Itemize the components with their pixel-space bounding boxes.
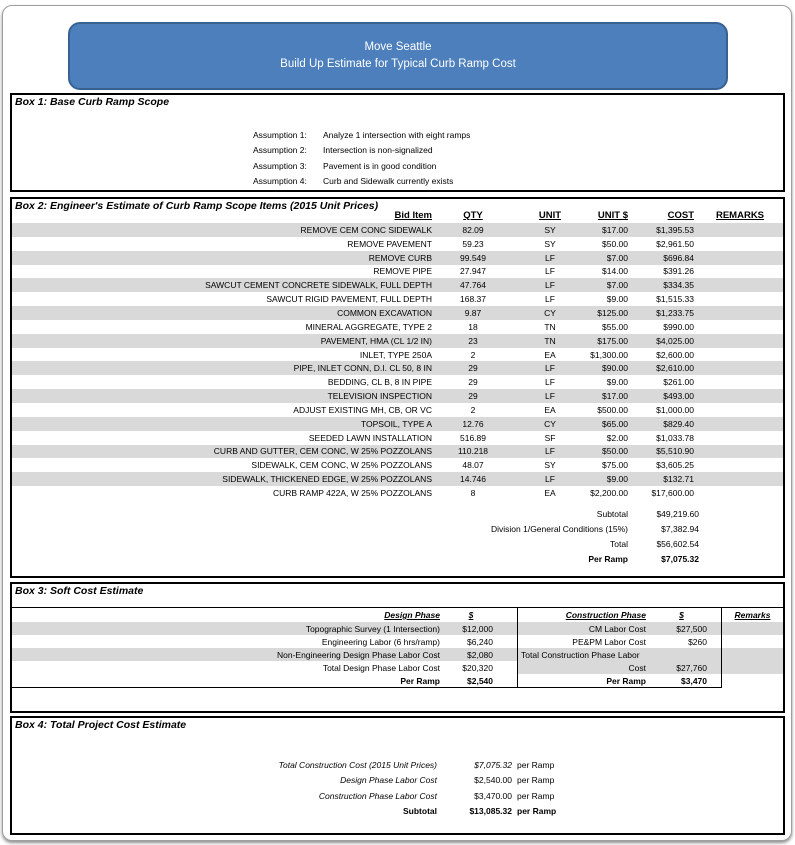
bid-item-unit: LF [545,280,555,291]
bid-item-unit-price: $500.00 [597,404,628,415]
bid-item-cost: $4,025.00 [656,335,694,346]
bid-item-qty: 8 [470,487,476,498]
header-remarks: REMARKS [715,209,765,221]
box3-rows [12,622,783,687]
summary-row [12,522,783,537]
soft-cost-bottom-border [12,687,722,688]
bid-item-cost: $1,033.78 [656,432,694,443]
box3-title: Box 3: Soft Cost Estimate [15,585,144,597]
summary-row [12,552,783,567]
bid-item-name: MINERAL AGGREGATE, TYPE 2 [305,321,432,332]
header-construction-phase: Construction Phase [565,610,646,620]
bid-item-row [12,431,783,445]
bid-item-qty: 516.89 [460,432,486,443]
bid-item-cost: $1,000.00 [656,404,694,415]
bid-item-name: SIDEWALK, CEM CONC, W 25% POZZOLANS [251,460,432,471]
box2-summary [12,507,783,567]
bid-item-row [12,320,783,334]
bid-item-row [12,334,783,348]
construction-value: $3,470 [652,674,722,687]
assumption-text: Intersection is non-signalized [323,145,433,156]
title-line-1: Move Seattle [364,41,432,53]
bid-item-qty: 48.07 [462,460,484,471]
soft-cost-row [12,674,783,687]
header-soft-remarks: Remarks [734,610,771,620]
bid-item-unit-price: $7.00 [606,280,628,291]
bid-item-cost: $17,600.00 [651,487,694,498]
bid-item-name: TELEVISION INSPECTION [327,391,432,402]
bid-item-unit: EA [544,487,556,498]
bid-item-cost: $261.00 [663,377,694,388]
title-line-2: Build Up Estimate for Typical Curb Ramp Cost [280,58,516,70]
bid-item-qty: 82.09 [462,224,484,235]
header-unit-price: UNIT $ [597,209,628,221]
total-cost-row [12,804,783,820]
bid-item-name: PIPE, INLET CONN, D.I. CL 50, 8 IN [293,363,432,374]
summary-value: $7,075.32 [661,554,699,565]
construction-label: Cost [517,661,652,674]
header-bid-item: Bid Item [394,209,432,221]
bid-item-cost: $829.40 [663,418,694,429]
document-title-banner [68,22,728,90]
construction-label: PE&PM Labor Cost [517,635,652,648]
bid-item-qty: 18 [468,321,478,332]
bid-item-unit: CY [544,307,556,318]
summary-value: $56,602.54 [656,539,699,550]
bid-item-row [12,403,783,417]
row-spacer [497,622,517,635]
bid-item-cost: $1,233.75 [656,307,694,318]
header-design-phase: Design Phase [384,610,440,620]
construction-value: $260 [652,635,722,648]
design-value: $12,000 [445,622,497,635]
total-cost-label: Total Construction Cost (2015 Unit Prices) [278,759,437,770]
bid-item-name: CURB AND GUTTER, CEM CONC, W 25% POZZOLANS [213,446,432,457]
assumption-label: Assumption 4: [253,176,307,187]
bid-item-qty: 59.23 [462,238,484,249]
bid-item-unit-price: $50.00 [602,446,628,457]
bid-item-qty: 14.746 [460,474,486,485]
design-value: $20,320 [462,662,493,673]
bid-item-name: INLET, TYPE 250A [359,349,432,360]
bid-item-row [12,306,783,320]
bid-item-cost: $696.84 [663,252,694,263]
total-cost-rows [12,757,783,819]
bid-item-cost: $2,961.50 [656,238,694,249]
bid-item-cost: $990.00 [663,321,694,332]
header-design-dollar: $ [468,610,474,620]
bid-item-unit: SY [544,224,556,235]
bid-item-unit: EA [544,349,556,360]
bid-item-qty: 110.218 [457,446,489,457]
bid-item-unit-price: $175.00 [597,335,628,346]
bid-item-qty: 29 [468,363,478,374]
bid-item-unit: LF [545,377,555,388]
bid-item-qty: 23 [468,335,478,346]
bid-item-unit-price: $7.00 [606,252,628,263]
bid-item-qty: 12.76 [462,418,484,429]
bid-item-row [12,389,783,403]
assumption-line [253,158,470,174]
bid-item-unit-price: $55.00 [602,321,628,332]
construction-label: Per Ramp [517,674,652,687]
total-cost-row [12,773,783,789]
bid-item-unit: EA [544,404,556,415]
bid-item-row [12,292,783,306]
bid-item-unit-price: $125.00 [597,307,628,318]
bid-item-name: SAWCUT RIGID PAVEMENT, FULL DEPTH [266,294,432,305]
total-cost-suffix: per Ramp [517,775,555,786]
bid-item-name: COMMON EXCAVATION [337,307,432,318]
bid-item-cost: $5,510.90 [656,446,694,457]
bid-item-qty: 2 [470,404,476,415]
assumptions-list [253,127,470,189]
bid-item-unit-price: $65.00 [602,418,628,429]
construction-label: CM Labor Cost [517,622,652,635]
soft-cost-remarks [722,635,783,648]
bid-item-row [12,361,783,375]
soft-cost-header-row [12,608,783,622]
bid-item-name: REMOVE CURB [368,252,432,263]
bid-item-name: REMOVE CEM CONC SIDEWALK [300,224,432,235]
bid-item-qty: 29 [468,391,478,402]
assumption-line [253,143,470,159]
bid-item-name: ADJUST EXISTING MH, CB, OR VC [293,404,432,415]
design-label: Engineering Labor (6 hrs/ramp) [321,636,440,647]
bid-item-name: TOPSOIL, TYPE A [360,418,432,429]
bid-item-qty: 99.549 [460,252,486,263]
total-cost-suffix: per Ramp [517,790,555,801]
total-cost-value: $13,085.32 [469,806,512,817]
bid-item-row [12,278,783,292]
row-spacer [497,648,517,661]
box4-total-project-cost [10,716,785,835]
bid-item-row [12,375,783,389]
bid-item-qty: 47.764 [460,280,486,291]
design-label: Per Ramp [400,675,440,686]
box1-title: Box 1: Base Curb Ramp Scope [15,96,170,108]
summary-label: Total [610,539,628,550]
bid-item-unit-price: $75.00 [602,460,628,471]
bid-item-cost: $1,515.33 [656,294,694,305]
bid-item-name: CURB RAMP 422A, W 25% POZZOLANS [272,487,432,498]
total-cost-row [12,757,783,773]
header-unit: UNIT [538,209,562,221]
construction-value: $27,500 [652,622,722,635]
bid-item-unit-price: $50.00 [602,238,628,249]
bid-item-row [12,486,783,500]
bid-items-table [12,207,783,567]
assumption-text: Curb and Sidewalk currently exists [323,176,454,187]
box2-title: Box 2: Engineer's Estimate of Curb Ramp Scope Items (2015 Unit Prices) [15,200,379,212]
bid-item-name: PAVEMENT, HMA (CL 1/2 IN) [320,335,432,346]
bid-item-unit: TN [544,321,556,332]
bid-item-row [12,417,783,431]
bid-item-unit: LF [545,474,555,485]
bid-item-row [12,265,783,279]
bid-item-cost: $493.00 [663,391,694,402]
bid-item-name: REMOVE PAVEMENT [347,238,432,249]
total-cost-value: $7,075.32 [474,759,512,770]
bid-item-unit: SY [544,460,556,471]
assumption-text: Pavement is in good condition [323,160,437,171]
bid-item-unit-price: $9.00 [606,294,628,305]
construction-value [652,648,722,661]
bid-item-unit: LF [545,446,555,457]
design-label: Total Design Phase Labor Cost [322,662,440,673]
header-construction-dollar: $ [679,610,684,620]
summary-value: $7,382.94 [661,524,699,535]
soft-cost-row [12,661,783,674]
total-cost-label: Subtotal [403,806,437,817]
row-spacer [497,674,517,687]
bid-item-cost: $334.35 [663,280,694,291]
bid-items-header-row [12,207,783,223]
bid-item-row [12,223,783,237]
summary-spacer [12,500,783,507]
total-cost-label: Construction Phase Labor Cost [318,790,437,801]
total-cost-label: Design Phase Labor Cost [340,775,437,786]
bid-item-name: BEDDING, CL B, 8 IN PIPE [327,377,432,388]
bid-item-row [12,472,783,486]
bid-item-qty: 27.947 [460,266,486,277]
bid-item-row [12,458,783,472]
design-value: $2,540 [467,675,493,686]
total-cost-value: $2,540.00 [474,775,512,786]
summary-row [12,537,783,552]
bid-item-unit: LF [545,294,555,305]
box2-engineers-estimate [10,197,785,578]
bid-item-unit: LF [545,252,555,263]
bid-item-row [12,348,783,362]
design-label: Topographic Survey (1 Intersection) [12,622,445,635]
header-cost: COST [667,209,694,221]
bid-item-cost: $1,395.53 [656,224,694,235]
bid-item-unit-price: $2,200.00 [590,487,628,498]
bid-item-rows [12,223,783,500]
soft-cost-remarks [722,622,783,635]
bid-item-qty: 9.87 [464,307,482,318]
design-label: Non-Engineering Design Phase Labor Cost [12,648,445,661]
bid-item-unit-price: $9.00 [606,377,628,388]
bid-item-qty: 168.37 [460,294,486,305]
bid-item-unit: CY [544,418,556,429]
row-spacer [497,661,517,674]
bid-item-name: SAWCUT CEMENT CONCRETE SIDEWALK, FULL DEPTH [205,280,432,291]
bid-item-unit: LF [545,363,555,374]
construction-label: Total Construction Phase Labor [517,648,652,661]
total-cost-suffix: per Ramp [517,759,555,770]
row-spacer [497,635,517,648]
box1-base-curb-ramp-scope [10,93,785,192]
soft-cost-row [12,648,783,661]
bid-item-qty: 2 [470,349,476,360]
bid-item-row [12,237,783,251]
bid-item-row [12,445,783,459]
bid-item-unit-price: $14.00 [602,266,628,277]
soft-cost-remarks [722,648,783,661]
header-spacer [497,608,517,622]
bid-item-unit: LF [545,266,555,277]
total-cost-value: $3,470.00 [474,790,512,801]
bid-item-cost: $3,605.25 [656,460,694,471]
design-value: $2,080 [445,648,497,661]
box3-soft-cost-estimate [10,582,785,713]
construction-value: $27,760 [652,661,722,674]
summary-label: Per Ramp [588,554,628,565]
soft-cost-remarks [722,661,783,674]
bid-item-name: SEEDED LAWN INSTALLATION [308,432,432,443]
bid-item-name: REMOVE PIPE [373,266,432,277]
bid-item-qty: 29 [468,377,478,388]
design-value: $6,240 [467,636,493,647]
bid-item-row [12,251,783,265]
bid-item-name: SIDEWALK, THICKENED EDGE, W 25% POZZOLANS [222,474,432,485]
bid-item-unit: LF [545,391,555,402]
summary-label: Subtotal [596,509,628,520]
summary-value: $49,219.60 [656,509,699,520]
assumption-label: Assumption 1: [253,129,307,140]
bid-item-unit: TN [544,335,556,346]
soft-cost-row [12,622,783,635]
total-cost-row [12,788,783,804]
soft-cost-row [12,635,783,648]
bid-item-unit-price: $1,300.00 [590,349,628,360]
assumption-label: Assumption 3: [253,160,307,171]
assumption-line [253,174,470,190]
bid-item-cost: $2,610.00 [656,363,694,374]
assumption-text: Analyze 1 intersection with eight ramps [323,129,471,140]
bid-item-unit-price: $17.00 [602,391,628,402]
assumption-label: Assumption 2: [253,145,307,156]
summary-row [12,507,783,522]
soft-cost-remarks [722,674,783,687]
box4-title: Box 4: Total Project Cost Estimate [15,719,187,731]
bid-item-unit-price: $90.00 [602,363,628,374]
total-cost-suffix: per Ramp [517,806,557,817]
bid-item-cost: $391.26 [663,266,694,277]
bid-item-cost: $132.71 [663,474,694,485]
bid-item-unit-price: $2.00 [606,432,628,443]
summary-label: Division 1/General Conditions (15%) [490,524,628,535]
soft-cost-table [12,607,783,688]
bid-item-cost: $2,600.00 [656,349,694,360]
bid-item-unit-price: $17.00 [602,224,628,235]
bid-item-unit: SF [544,432,556,443]
bid-item-unit-price: $9.00 [606,474,628,485]
bid-item-unit: SY [544,238,556,249]
assumption-line [253,127,470,143]
header-qty: QTY [463,209,483,221]
